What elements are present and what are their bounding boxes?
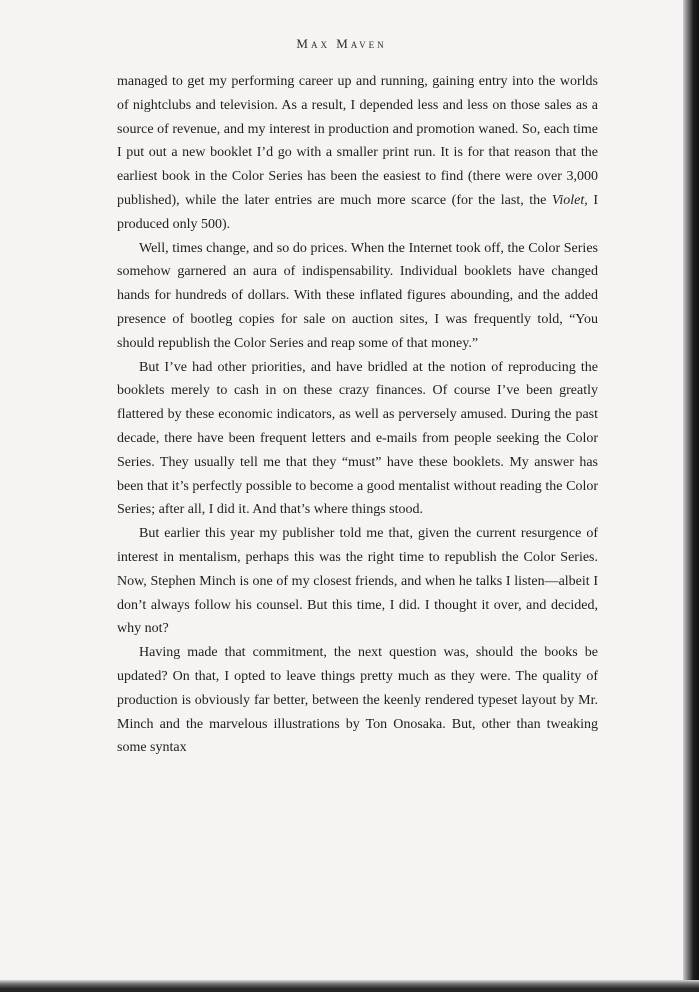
paragraph-1 [117, 70, 598, 237]
page-spine-edge [683, 0, 699, 992]
paragraph-2: Well, times change, and so do prices. When the Internet took off, the Color Series somehow garnered an aura of indispensability. Individual booklets have changed hands for hundreds of dollars. With these inflated figures abounding, and the added presence of bootleg copies for sale on auction sites, I was frequently told, “You should republish the Color Series and reap some of that money.” [117, 240, 598, 351]
paragraph-5: Having made that commitment, the next question was, should the books be updated? On that, I opted to leave things pretty much as they were. The quality of production is obviously far better, between the keenly rendered typeset layout by Mr. Minch and the marvelous illustrations by Ton Onosaka. But, other than tweaking some syntax [117, 645, 598, 756]
body-text [117, 70, 598, 760]
running-head: Max Maven [296, 36, 387, 51]
paragraph-3: But I’ve had other priorities, and have bridled at the notion of reproducing the booklets merely to cash in on these crazy finances. Of course I’ve been greatly flattered by these economic indicators, as well as perversely amused. During the past decade, there have been frequent letters and e-mails from people seeking the Color Series. They usually tell me that they “must” have these booklets. My answer has been that it’s perfectly possible to become a good mentalist without reading the Color Series; after all, I did it. And that’s where things stood. [117, 359, 598, 518]
paragraph-1-text-b: I produced only 500). [117, 192, 598, 232]
paragraph-1-italic-title: Violet, [551, 192, 588, 208]
paragraph-1-text-a: managed to get my performing career up and running, gaining entry into the worlds of nightclubs and television. As a result, I depended less and less on those sales as a source of revenue, and my interest in production and promotion waned. So, each time I put out a new booklet I’d go with a smaller print run. It is for that reason that the earliest book in the Color Series has been the easiest to find (there were over 3,000 published), while the later entries are much more scarce (for the last, the [117, 74, 598, 208]
paragraph-4: But earlier this year my publisher told me that, given the current resurgence of interest in mentalism, perhaps this was the right time to republish the Color Series. Now, Stephen Minch is one of my closest friends, and when he talks I listen—albeit I don’t always follow his counsel. But this time, I did. I thought it over, and decided, why not? [117, 526, 598, 637]
page-bottom-edge [0, 980, 699, 992]
